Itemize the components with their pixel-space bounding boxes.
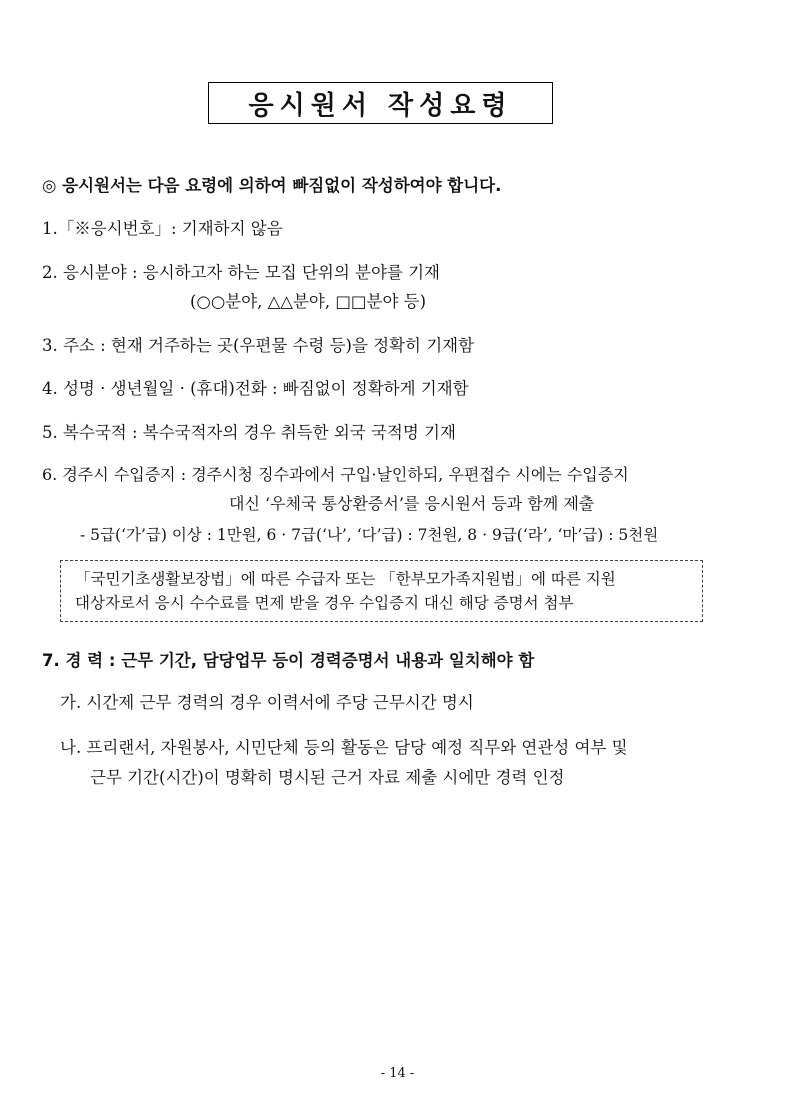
item-7-b-cont: 근무 기간(시간)이 명확히 명시된 근거 자료 제출 시에만 경력 인정 bbox=[90, 768, 565, 787]
item-7-heading: 7. 경 력 : 근무 기간, 담당업무 등이 경력증명서 내용과 일치해야 함 bbox=[42, 651, 535, 670]
item-7-b: 나. 프리랜서, 자원봉사, 시민단체 등의 활동은 담당 예정 직무와 연관성 여부 및 bbox=[60, 738, 628, 757]
item-5: 5. 복수국적 : 복수국적자의 경우 취득한 외국 국적명 기재 bbox=[42, 423, 456, 442]
note-box bbox=[60, 560, 703, 622]
item-2: 2. 응시분야 : 응시하고자 하는 모집 단위의 분야를 기재 bbox=[42, 263, 440, 282]
page-number: - 14 - bbox=[380, 1066, 415, 1081]
note-line-2: 대상자로서 응시 수수료를 면제 받을 경우 수입증지 대신 해당 증명서 첨부 bbox=[75, 594, 574, 612]
item-6: 6. 경주시 수입증지 : 경주시청 징수과에서 구입·날인하되, 우편접수 시에는 수입증지 bbox=[42, 465, 629, 484]
item-7-a: 가. 시간제 근무 경력의 경우 이력서에 주당 근무시간 명시 bbox=[60, 693, 474, 712]
item-6-fees: - 5급(‘가’급) 이상 : 1만원, 6 · 7급(‘나’, ‘다’급) : 7천원, 8 · 9급(‘라’, ‘마’급) : 5천원 bbox=[80, 526, 659, 544]
item-1: 1.「※응시번호」: 기재하지 않음 bbox=[42, 219, 283, 238]
page-title: 응시원서 작성요령 bbox=[248, 90, 513, 121]
item-2-examples: (○○분야, △△분야, □□분야 등) bbox=[190, 292, 427, 311]
item-3: 3. 주소 : 현재 거주하는 곳(우편물 수령 등)을 정확히 기재함 bbox=[42, 336, 475, 355]
note-line-1: 「국민기초생활보장법」에 따른 수급자 또는 「한부모가족지원법」에 따른 지원 bbox=[75, 570, 616, 588]
intro-line: ◎ 응시원서는 다음 요령에 의하여 빠짐없이 작성하여야 합니다. bbox=[42, 176, 502, 195]
item-6-cont: 대신 ‘우체국 통상환증서’를 응시원서 등과 함께 제출 bbox=[229, 494, 595, 513]
item-4: 4. 성명 · 생년월일 · (휴대)전화 : 빠짐없이 정확하게 기재함 bbox=[42, 379, 469, 398]
title-box bbox=[208, 82, 553, 124]
